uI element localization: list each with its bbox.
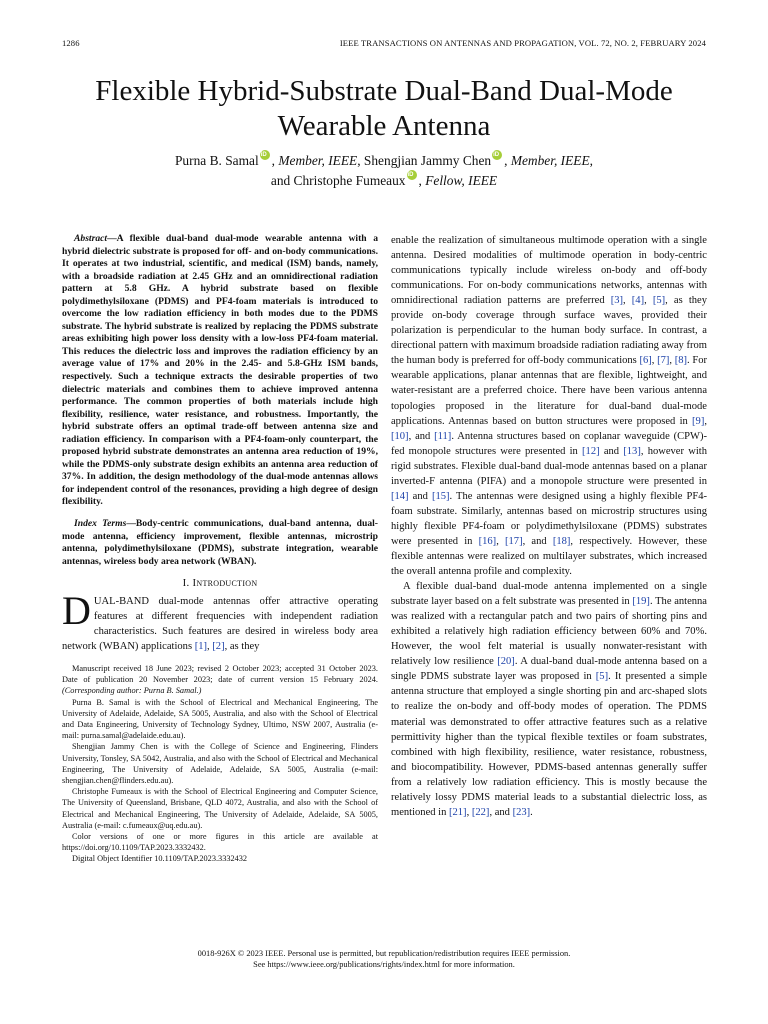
body-paragraph-2: A flexible dual-band dual-mode antenna implemented on a single substrate layer based on a felt substrate was presented in [19]. The antenna was realized with a rectangular patch and two pairs of shorting pins and exhibited a relatively high radiation efficiency between 60% and 70%. However, the wool felt material is usually nonwater-resistant with relatively low resilience [20]. A dual-band dual-mode antenna based on a single PDMS substrate layer was proposed in [5]. It presented a simple antenna structure that employed a single shorting pin and arc-shaped slots to realize the on-body and off-body modes of operation. The PDMS material was demonstrated to offer attractive features such as a relative permittivity higher than the typical flexible textiles or foam substrates, combined with high flexibility, resilience, water resistance, robustness, and biocompatibility. However, PDMS-based antennas generally suffer from a relatively low radiation efficiency. This is mostly because the relatively lossy PDMS material leads to a substantial dielectric loss, as mentioned in [21], [22], and [23]. [391,581,708,818]
orcid-icon[interactable] [260,150,270,160]
author-chen-role: Member, IEEE [510,153,590,168]
author-chen: Shengjian Jammy Chen [363,153,492,168]
citation-link[interactable]: [5] [595,671,609,683]
citation-link[interactable]: [5] [652,295,666,307]
abstract-label: Abstract [74,233,108,244]
citation-link[interactable]: [10] [391,430,409,442]
citation-link[interactable]: [22] [471,806,490,818]
footnote-chen: Shengjian Jammy Chen is with the College of Science and Engineering, Flinders University, Tonsley, SA 5042, Australia, and also with the School of Electrical and Mechanical Engineering, The University of Adelaide, Adelaide, SA 5005, Australia (e-mail: shengjian.chen@flinders.edu.au). [62,742,378,786]
body-paragraph-1: enable the realization of simultaneous multimode operation with a single antenna. Desired modalities of multimode operation in body-centric communications typically include wireless on-body and off-body communications. For on-body communications networks, antennas with omnidirectional radiation patterns are preferred [3], [4], [5], as they provide on-body coverage through surface waves, provided their polarization is perpendicular to the human body surface. In contrast, a directional pattern with maximum broadside radiation radiating away from the human body is preferred for off-body communications [6], [7], [8]. For wearable applications, planar antennas that are flexible, lightweight, and water-resistant are a preferred choice. There have been various antenna topologies proposed in the literature for dual-band dual-mode applications. Antennas based on button structures were proposed in [9], [10], and [11]. Antenna structures based on coplanar waveguide (CPW)-fed monopole structures were presented in [12] and [13], however with rigid substrates. Flexible dual-band dual-mode antennas based on a planar inverted-F antenna (PIFA) and a monopole structure were presented in [14] and [15]. The antennas were designed using a highly flexible PF4-foam substrate. Similarly, antennas based on microstrip structures using highly flexible PF4-foam or polydimethylsiloxane (PDMS) substrates were presented in [16], [17], and [18], respectively. However, these flexible antennas were realized on multilayer substrates, which increased the overall antenna profile and complexity. [391,235,707,578]
citation-link[interactable]: [15] [431,490,450,502]
index-terms-label: Index Terms [74,518,127,530]
author-fumeaux-role: Fellow, IEEE [425,173,498,188]
intro-text-a: dual-mode antennas offer attractive operating features at different frequencies with independent radiation characteristics. Such features are desired in wireless body area network (WBAN) applications [62,595,378,652]
author-fumeaux: and Christophe Fumeaux [270,173,406,188]
author-samal-role: Member, IEEE [278,153,358,168]
section-title: Introduction [192,577,258,590]
footnote-fumeaux: Christophe Fumeaux is with the School of Electrical Engineering and Computer Science, The University of Queensland, Brisbane, QLD 4072, Australia, and also with the School of Electrical and Mechanical Engineering, The University of Adelaide, Adelaide, SA 5005, Australia (e-mail: c.fumeaux@uq.edu.au). [62,787,378,830]
citation-link[interactable]: [9] [692,415,705,427]
intro-text-b: , as they [224,640,260,652]
page-number: 1286 [62,38,80,48]
index-terms-text: Body-centric communications, dual-band antenna, dual-mode antenna, efficiency improvement, flexible antennas, microstrip antenna, polydimethylsiloxane (PDMS), substrate integration, wearable antennas, wireless body area network (WBAN). [62,518,378,567]
author-list [40,150,728,190]
running-header [62,38,706,52]
citation-link[interactable]: [3] [610,295,624,307]
footnotes [62,663,378,865]
citation-link[interactable]: [7] [657,355,670,367]
footnote-manuscript: Manuscript received 18 June 2023; revised 2 October 2023; accepted 31 October 2023. Date of publication 20 November 2023; date of current version 15 February 2024. (Corresponding author: Purna B. Samal.) [62,664,378,696]
citation-link[interactable]: [4] [631,295,645,307]
index-terms: Index Terms—Body-centric communications, dual-band antenna, dual-mode antenna, efficiency improvement, flexible antennas, microstrip antenna, polydimethylsiloxane (PDMS), substrate integration, wearable antennas, wireless body area network (WBAN). [62,518,378,567]
citation-link[interactable]: [16] [478,535,497,547]
citation-link[interactable]: [8] [674,355,688,367]
authors-line-1: Purna B. SamaliD , Member, IEEE, Shengjian Jammy CheniD , Member, IEEE, [40,150,728,170]
citation-link[interactable]: [2] [212,640,225,652]
citation-link[interactable]: [20] [497,656,515,668]
right-column [391,233,707,820]
citation-link[interactable]: [1] [194,640,207,652]
intro-paragraph: DUAL-BAND dual-mode antennas offer attractive operating features at different frequencies with independent radiation characteristics. Such features are desired in wireless body area network (WBAN) applications [1], [2], as they [62,587,378,652]
drop-cap: D [62,587,91,633]
author-samal: Purna B. Samal [174,153,259,168]
orcid-icon[interactable] [407,170,417,180]
title-line-2: Wearable Antenna [277,110,491,142]
citation-link[interactable]: [17] [505,535,523,547]
footnote-samal: Purna B. Samal is with the School of Electrical and Mechanical Engineering, The University of Adelaide, Adelaide, SA 5005, Australia, and also with the School of Electrical and Data Engineering, University of Technology Sydney, Ultimo, NSW 2007, Australia (e-mail: purna.samal@adelaide.edu.au). [62,697,378,741]
abstract: Abstract—A flexible dual-band dual-mode wearable antenna with a hybrid dielectric substrate is proposed for off- and on-body communications. It operates at two industrial, scientific, and medical (ISM) bands, namely, with a broadside radiation at 2.45 GHz and an omnidirectional radiation pattern at 5.8 GHz. A hybrid substrate based on flexible polydimethylsiloxane (PDMS) and PF4-foam materials is introduced to overcome the low radiation efficiency in both modes due to the PDMS substrate. The hybrid substrate is realized by replacing the PDMS substrate areas exhibiting high power loss density with a low-loss PF4-foam material. This reduces the dielectric loss and improves the radiation efficiency by an average value of 17% and 20% in the 2.45- and 5.8-GHz ISM bands, respectively. Such a technique extracts the desirable properties of two dielectric materials and combines them to achieve improved antenna performance. The common properties of both materials include high flexibility, resilience, water resistance, and robustness. Importantly, the hybrid substrate offers an optimal trade-off between antenna size and radiation efficiency. In comparison with a PF4-foam-only counterpart, the proposed hybrid substrate demonstrates an antenna area reduction of 19%, while the PDMS-only substrate design exhibits an antenna area reduction of 37%. In addition, the design methodology of the dual-mode antennas allows for independent control of the resonances, providing a high degree of design flexibility. [62,233,378,508]
left-column [62,233,378,865]
paper-title [40,74,728,144]
intro-caps: UAL-BAND [93,595,149,607]
copyright-notice [62,948,706,971]
authors-line-2: and Christophe FumeauxiD , Fellow, IEEE [40,170,728,190]
citation-link[interactable]: [19] [632,596,650,608]
citation-link[interactable]: [11] [434,430,452,442]
footnote-color: Color versions of one or more figures in this article are available at https://doi.org/10.1109/TAP.2023.3332432. [62,832,378,853]
citation-link[interactable]: [21] [449,806,467,818]
citation-link[interactable]: [18] [552,535,571,547]
citation-link[interactable]: [12] [582,445,600,457]
title-line-1: Flexible Hybrid-Substrate Dual-Band Dual-Mode [95,75,673,107]
journal-name: IEEE TRANSACTIONS ON ANTENNAS AND PROPAGATION, VOL. 72, NO. 2, FEBRUARY 2024 [339,38,706,48]
copyright-line-1: 0018-926X © 2023 IEEE. Personal use is permitted, but republication/redistribution requires IEEE permission. [197,949,571,958]
citation-link[interactable]: [23] [512,806,531,818]
citation-link[interactable]: [6] [639,355,652,367]
copyright-line-2: See https://www.ieee.org/publications/rights/index.html for more information. [253,960,515,970]
abstract-text: A flexible dual-band dual-mode wearable antenna with a hybrid dielectric substrate is proposed for off- and on-body communications. It operates at two industrial, scientific, and medical (ISM) bands, namely, with a broadside radiation at 2.45 GHz and an omnidirectional radiation pattern at 5.8 GHz. A hybrid substrate based on flexible polydimethylsiloxane (PDMS) and PF4-foam materials is introduced to overcome the low radiation efficiency in both modes due to the PDMS substrate. The hybrid substrate is realized by replacing the PDMS substrate areas exhibiting high power loss density with a low-loss PF4-foam material. This reduces the dielectric loss and improves the radiation efficiency by an average value of 17% and 20% in the 2.45- and 5.8-GHz ISM bands, respectively. Such a technique extracts the desirable properties of two dielectric materials and combines them to achieve improved antenna performance. The common properties of both materials include high flexibility, resilience, water resistance, and robustness. Importantly, the hybrid substrate offers an optimal trade-off between antenna size and radiation efficiency. In comparison with a PF4-foam-only counterpart, the proposed hybrid substrate demonstrates an antenna area reduction of 19%, while the PDMS-only substrate design exhibits an antenna area reduction of 37%. In addition, the design methodology of the dual-mode antennas allows for independent control of the resonances, providing a high degree of design flexibility. [62,233,378,508]
citation-link[interactable]: [14] [391,490,409,502]
section-heading [62,576,378,591]
orcid-icon[interactable] [492,150,502,160]
citation-link[interactable]: [13] [623,445,641,457]
footnote-doi: Digital Object Identifier 10.1109/TAP.2023.3332432 [72,854,248,864]
section-numeral: I. [182,577,193,590]
corresponding-author: (Corresponding author: Purna B. Samal.) [62,686,202,696]
